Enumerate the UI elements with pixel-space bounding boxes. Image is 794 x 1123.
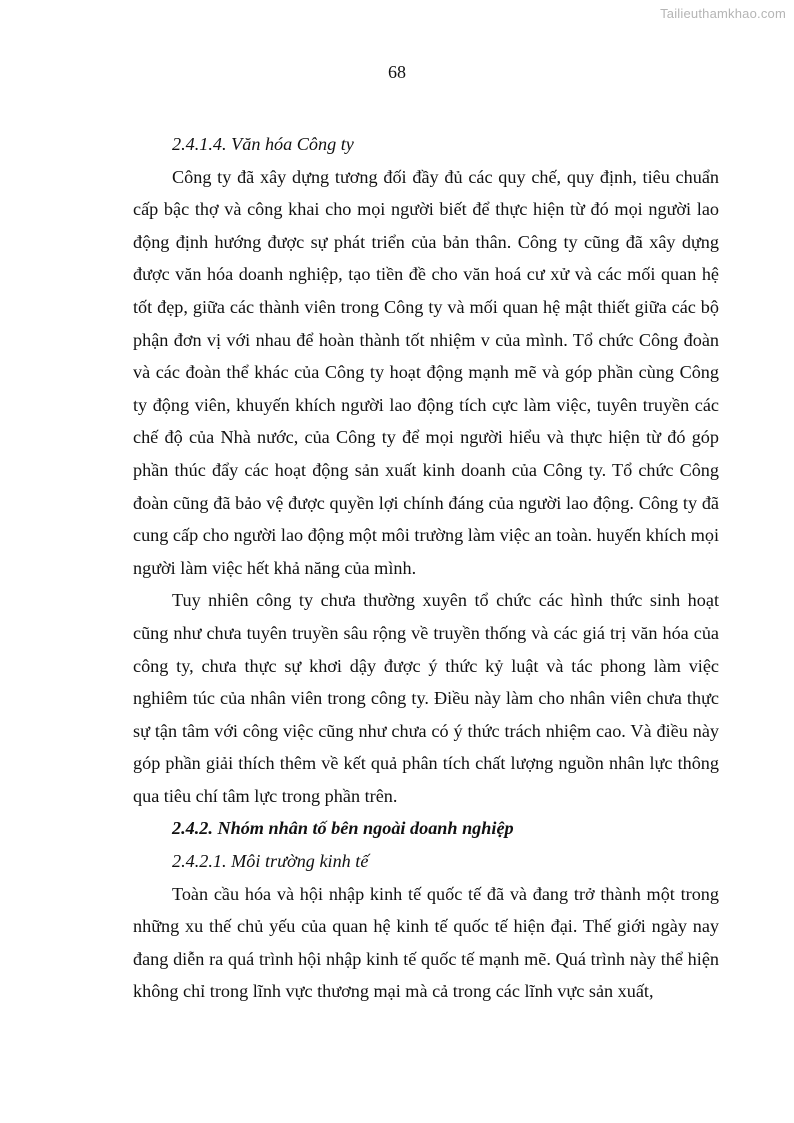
section-heading-culture: 2.4.1.4. Văn hóa Công ty: [172, 134, 354, 154]
paragraph-economic-1: Toàn cầu hóa và hội nhập kinh tế quốc tế đã và đang trở thành một trong những xu thế chủ yếu của quan hệ kinh tế quốc tế hiện đại. Thế giới ngày nay đang diễn ra quá trình hội nhập kinh tế quốc tế mạnh mẽ. Quá trình này thể hiện không chỉ trong lĩnh vực thương mại mà cả trong các lĩnh vực sản xuất,: [133, 883, 719, 1002]
paragraph-culture-1: Công ty đã xây dựng tương đối đầy đủ các quy chế, quy định, tiêu chuẩn cấp bậc thợ và công khai cho mọi người biết để thực hiện từ đó mọi người lao động định hướng được sự phát triển của bản thân. Công ty cũng đã xây dựng được văn hóa doanh nghiệp, tạo tiền đề cho văn hoá cư xử và các mối quan hệ tốt đẹp, giữa các thành viên trong Công ty và mối quan hệ mật thiết giữa các bộ phận đơn vị với nhau để hoàn thành tốt nhiệm v của mình. Tổ chức Công đoàn và các đoàn thể khác của Công ty hoạt động mạnh mẽ và góp phần cùng Công ty động viên, khuyến khích người lao động tích cực làm việc, tuyên truyền các chế độ của Nhà nước, của Công ty để mọi người hiểu và thực hiện từ đó góp phần thúc đẩy các hoạt động sản xuất kinh doanh của Công ty. Tổ chức Công đoàn cũng đã bảo vệ được quyền lợi chính đáng của người lao động. Công ty đã cung cấp cho người lao động một môi trường làm việc an toàn. huyến khích mọi người làm việc hết khả năng của mình.: [133, 166, 719, 578]
section-heading-economic-environment: 2.4.2.1. Môi trường kinh tế: [172, 851, 369, 872]
watermark: Tailieuthamkhao.com: [660, 6, 786, 21]
section-heading-external-factors: 2.4.2. Nhóm nhân tố bên ngoài doanh nghiệp: [172, 818, 514, 839]
page-number: 68: [388, 62, 406, 82]
paragraph-culture-2: Tuy nhiên công ty chưa thường xuyên tổ chức các hình thức sinh hoạt cũng như chưa tuyên truyền sâu rộng về truyền thống và các giá trị văn hóa của công ty, chưa thực sự khơi dậy được ý thức kỷ luật và tác phong làm việc nghiêm túc của nhân viên trong công ty. Điều này làm cho nhân viên chưa thực sự tận tâm với công việc cũng như chưa có ý thức trách nhiệm cao. Và điều này góp phần giải thích thêm về kết quả phân tích chất lượng nguồn nhân lực thông qua tiêu chí tâm lực trong phần trên.: [133, 590, 719, 806]
document-body: [133, 128, 719, 1008]
